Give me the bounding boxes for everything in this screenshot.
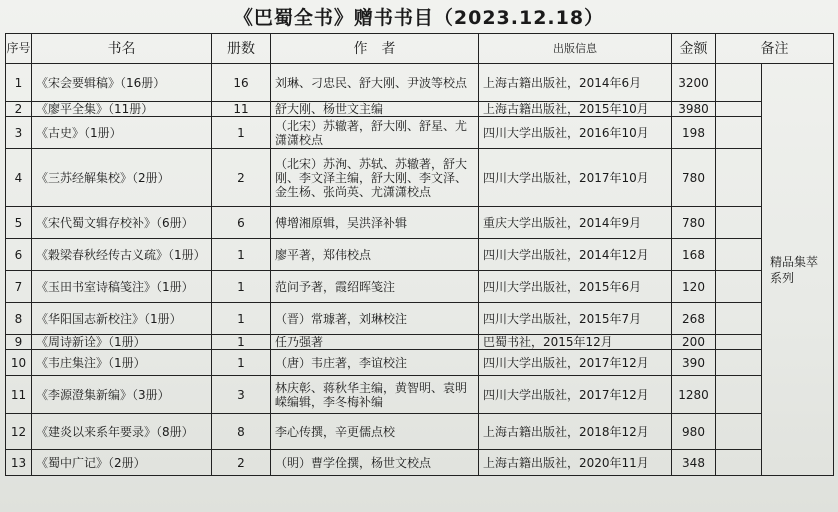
- table-row: [6, 350, 834, 376]
- row-book-title: 《宋代蜀文辑存校补》（6册）: [32, 207, 212, 239]
- table-row: [6, 64, 834, 102]
- row-publisher: 上海古籍出版社，2020年11月: [479, 450, 672, 476]
- header-price: 金额: [672, 34, 716, 64]
- header-author: 作 者: [271, 34, 479, 64]
- row-book-title: 《周诗新诠》（1册）: [32, 335, 212, 350]
- row-index: 1: [6, 64, 32, 102]
- row-volumes: 2: [212, 450, 271, 476]
- row-volumes: 3: [212, 376, 271, 414]
- row-author: 林庆彰、蒋秋华主编，黄智明、袁明嵘编辑，李冬梅补编: [271, 376, 479, 414]
- header-book: 书名: [32, 34, 212, 64]
- row-publisher: 四川大学出版社，2014年12月: [479, 239, 672, 271]
- row-author: 舒大刚、杨世文主编: [271, 102, 479, 117]
- row-author: 李心传撰，辛更儒点校: [271, 414, 479, 450]
- row-volumes: 1: [212, 117, 271, 149]
- row-index: 11: [6, 376, 32, 414]
- row-author: 范问予著，霞绍晖笺注: [271, 271, 479, 303]
- row-price: 200: [672, 335, 716, 350]
- row-book-title: 《韦庄集注》（1册）: [32, 350, 212, 376]
- table-row: [6, 450, 834, 476]
- row-price: 980: [672, 414, 716, 450]
- remark-spacer: [716, 102, 762, 117]
- row-book-title: 《李源澄集新编》（3册）: [32, 376, 212, 414]
- row-author: 刘琳、刁忠民、舒大刚、尹波等校点: [271, 64, 479, 102]
- table-row: [6, 303, 834, 335]
- row-book-title: 《古史》（1册）: [32, 117, 212, 149]
- row-publisher: 四川大学出版社，2015年7月: [479, 303, 672, 335]
- remark-spacer: [716, 303, 762, 335]
- row-volumes: 1: [212, 271, 271, 303]
- table-row: [6, 149, 834, 207]
- remark-spacer: [716, 117, 762, 149]
- remark-spacer: [716, 207, 762, 239]
- row-index: 6: [6, 239, 32, 271]
- row-author: （唐）韦庄著，李谊校注: [271, 350, 479, 376]
- page-title: 《巴蜀全书》赠书书目（2023.12.18）: [233, 7, 605, 29]
- remark-spacer: [716, 149, 762, 207]
- row-volumes: 8: [212, 414, 271, 450]
- remark-spacer: [716, 376, 762, 414]
- row-author: （北宋）苏洵、苏轼、苏辙著，舒大刚、李文泽主编，舒大刚、李文泽、金生杨、张尚英、尤潇潇校点: [271, 149, 479, 207]
- row-price: 198: [672, 117, 716, 149]
- table-row: [6, 271, 834, 303]
- row-book-title: 《蜀中广记》（2册）: [32, 450, 212, 476]
- row-price: 268: [672, 303, 716, 335]
- row-book-title: 《宋会要辑稿》（16册）: [32, 64, 212, 102]
- row-index: 7: [6, 271, 32, 303]
- row-publisher: 上海古籍出版社，2014年6月: [479, 64, 672, 102]
- row-index: 13: [6, 450, 32, 476]
- table-row: [6, 335, 834, 350]
- remark-spacer: [716, 335, 762, 350]
- table-row: [6, 117, 834, 149]
- row-volumes: 6: [212, 207, 271, 239]
- row-publisher: 四川大学出版社，2015年6月: [479, 271, 672, 303]
- table-row: [6, 102, 834, 117]
- row-publisher: 重庆大学出版社，2014年9月: [479, 207, 672, 239]
- table-row: [6, 207, 834, 239]
- row-book-title: 《玉田书室诗稿笺注》（1册）: [32, 271, 212, 303]
- table-header-row: [6, 34, 834, 64]
- row-price: 780: [672, 149, 716, 207]
- row-index: 3: [6, 117, 32, 149]
- row-author: 傅增湘原辑，吴洪泽补辑: [271, 207, 479, 239]
- row-price: 3980: [672, 102, 716, 117]
- header-index: 序号: [6, 34, 32, 64]
- row-publisher: 四川大学出版社，2017年12月: [479, 376, 672, 414]
- row-index: 5: [6, 207, 32, 239]
- row-index: 8: [6, 303, 32, 335]
- header-remark: 备注: [716, 34, 834, 64]
- row-volumes: 1: [212, 239, 271, 271]
- row-author: 廖平著，郑伟校点: [271, 239, 479, 271]
- table-row: [6, 239, 834, 271]
- remark-spacer: [716, 450, 762, 476]
- row-price: 3200: [672, 64, 716, 102]
- row-author: （晋）常璩著，刘琳校注: [271, 303, 479, 335]
- row-book-title: 《华阳国志新校注》（1册）: [32, 303, 212, 335]
- row-publisher: 上海古籍出版社，2018年12月: [479, 414, 672, 450]
- row-publisher: 四川大学出版社，2016年10月: [479, 117, 672, 149]
- row-publisher: 四川大学出版社，2017年10月: [479, 149, 672, 207]
- book-list-table: [5, 33, 834, 476]
- row-volumes: 1: [212, 303, 271, 335]
- header-publisher: 出版信息: [479, 34, 672, 64]
- row-price: 390: [672, 350, 716, 376]
- remark-cell: 精品集萃系列: [762, 64, 834, 476]
- remark-spacer: [716, 271, 762, 303]
- row-publisher: 四川大学出版社，2017年12月: [479, 350, 672, 376]
- row-publisher: 上海古籍出版社，2015年10月: [479, 102, 672, 117]
- row-volumes: 2: [212, 149, 271, 207]
- row-index: 2: [6, 102, 32, 117]
- header-volumes: 册数: [212, 34, 271, 64]
- row-volumes: 1: [212, 350, 271, 376]
- row-book-title: 《三苏经解集校》（2册）: [32, 149, 212, 207]
- row-author: 任乃强著: [271, 335, 479, 350]
- row-book-title: 《穀梁春秋经传古义疏》（1册）: [32, 239, 212, 271]
- remark-spacer: [716, 239, 762, 271]
- row-volumes: 11: [212, 102, 271, 117]
- remark-spacer: [716, 414, 762, 450]
- row-volumes: 1: [212, 335, 271, 350]
- row-price: 348: [672, 450, 716, 476]
- remark-spacer: [716, 350, 762, 376]
- row-volumes: 16: [212, 64, 271, 102]
- row-index: 4: [6, 149, 32, 207]
- row-book-title: 《廖平全集》（11册）: [32, 102, 212, 117]
- row-price: 168: [672, 239, 716, 271]
- row-index: 12: [6, 414, 32, 450]
- remark-spacer: [716, 64, 762, 102]
- row-author: （明）曹学佺撰，杨世文校点: [271, 450, 479, 476]
- row-price: 120: [672, 271, 716, 303]
- row-index: 9: [6, 335, 32, 350]
- table-row: [6, 414, 834, 450]
- row-price: 1280: [672, 376, 716, 414]
- row-publisher: 巴蜀书社，2015年12月: [479, 335, 672, 350]
- row-price: 780: [672, 207, 716, 239]
- table-row: [6, 376, 834, 414]
- row-book-title: 《建炎以来系年要录》（8册）: [32, 414, 212, 450]
- row-author: （北宋）苏辙著，舒大刚、舒星、尤潇潇校点: [271, 117, 479, 149]
- row-index: 10: [6, 350, 32, 376]
